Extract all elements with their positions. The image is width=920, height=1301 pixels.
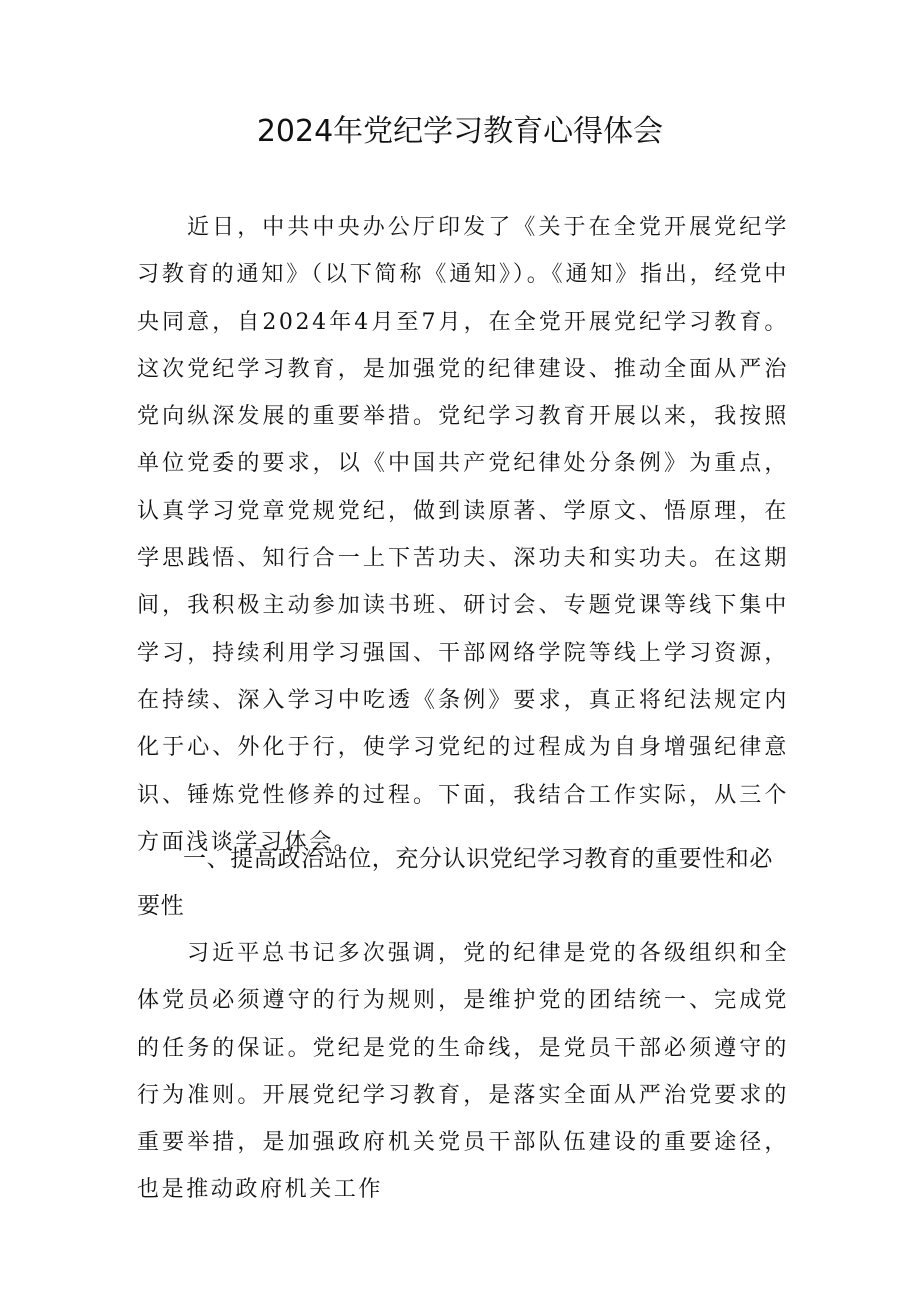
section-heading-1: 一、提高政治站位，充分认识党纪学习教育的重要性和必要性: [137, 846, 773, 919]
document-title: 2024年党纪学习教育心得体会: [256, 114, 664, 149]
section-1-paragraph: 习近平总书记多次强调，党的纪律是党的各级组织和全体党员必须遵守的行为规则，是维护党的团结统一、完成党的任务的保证。党纪是党的生命线，是党员干部必须遵守的行为准则。开展党纪学习教育，是落实全面从严治党要求的重要举措，是加强政府机关党员干部队伍建设的重要途径，也是推动政府机关工作: [137, 941, 789, 1203]
intro-paragraph: 近日，中共中央办公厅印发了《关于在全党开展党纪学习教育的通知》（以下简称《通知》）。《通知》指出，经党中央同意，自2024年4月至7月，在全党开展党纪学习教育。这次党纪学习教育，是加强党的纪律建设、推动全面从严治党向纵深发展的重要举措。党纪学习教育开展以来，我按照单位党委的要求，以《中国共产党纪律处分条例》为重点，认真学习党章党规党纪，做到读原著、学原文、悟原理，在学思践悟、知行合一上下苦功夫、深功夫和实功夫。在这期间，我积极主动参加读书班、研讨会、专题党课等线下集中学习，持续利用学习强国、干部网络学院等线上学习资源，在持续、深入学习中吃透《条例》要求，真正将纪法规定内化于心、外化于行，使学习党纪的过程成为自身增强纪律意识、锤炼党性修养的过程。下面，我结合工作实际，从三个方面浅谈学习体会。: [137, 215, 789, 855]
